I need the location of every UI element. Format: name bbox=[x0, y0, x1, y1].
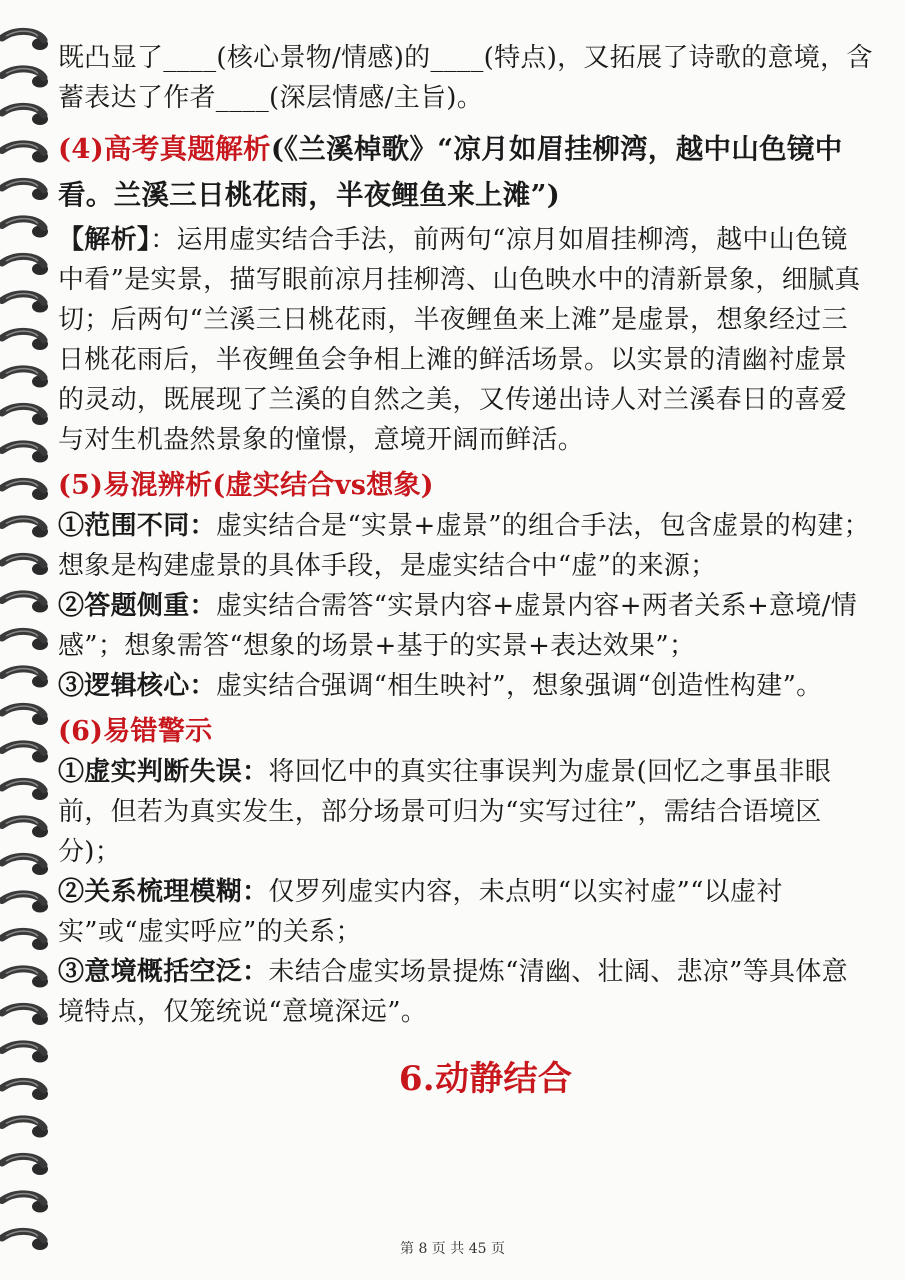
spiral-binding-ring-icon bbox=[2, 31, 48, 50]
document-page bbox=[58, 38, 873, 1104]
list-item bbox=[58, 586, 873, 666]
spiral-binding-ring-icon bbox=[2, 594, 48, 613]
spiral-binding-ring-icon bbox=[2, 1081, 48, 1100]
spiral-binding bbox=[0, 0, 62, 1280]
list-item bbox=[58, 506, 873, 586]
item-label: ③逻辑核心： bbox=[58, 671, 216, 701]
spiral-binding-ring-icon bbox=[2, 894, 48, 913]
spiral-binding-ring-icon bbox=[2, 444, 48, 463]
spiral-binding-ring-icon bbox=[2, 931, 48, 950]
spiral-binding-ring-icon bbox=[2, 669, 48, 688]
spiral-binding-ring-icon bbox=[2, 856, 48, 875]
item-label: ①虚实判断失误： bbox=[58, 757, 269, 787]
spiral-binding-ring-icon bbox=[2, 219, 48, 238]
spiral-binding-ring-icon bbox=[2, 1194, 48, 1213]
spiral-binding-ring-icon bbox=[2, 631, 48, 650]
spiral-binding-ring-icon bbox=[2, 369, 48, 388]
spiral-binding-ring-icon bbox=[2, 481, 48, 500]
item-label: ③意境概括空泛： bbox=[58, 957, 269, 987]
item-text: 仅罗列虚实内容，未点明“以实衬虚”“以虚衬实”或“虚实呼应”的关系； bbox=[58, 877, 783, 947]
spiral-binding-ring-icon bbox=[2, 744, 48, 763]
item-text: 将回忆中的真实往事误判为虚景(回忆之事虽非眼前，但若为真实发生，部分场景可归为“实写过往”，需结合语境区分)； bbox=[58, 757, 832, 867]
list-item bbox=[58, 666, 873, 706]
spiral-binding-ring-icon bbox=[2, 1156, 48, 1175]
list-item bbox=[58, 752, 873, 872]
section-4-heading-red: (4)高考真题解析 bbox=[58, 133, 271, 165]
spiral-binding-ring-icon bbox=[2, 1119, 48, 1138]
list-item bbox=[58, 872, 873, 952]
analysis-body: ：运用虚实结合手法，前两句“凉月如眉挂柳湾，越中山色镜中看”是实景，描写眼前凉月挂柳湾、山色映水中的清新景象，细腻真切；后两句“兰溪三日桃花雨，半夜鲤鱼来上滩”是虚景，想象经过三日桃花雨后，半夜鲤鱼会争相上滩的鲜活场景。以实景的清幽衬虚景的灵动，既展现了兰溪的自然之美，又传递出诗人对兰溪春日的喜爱与对生机盎然景象的憧憬，意境开阔而鲜活。 bbox=[58, 225, 861, 455]
intro-paragraph: 既凸显了____(核心景物/情感)的____(特点)，又拓展了诗歌的意境，含蓄表达了作者____(深层情感/主旨)。 bbox=[58, 43, 873, 113]
spiral-binding-ring-icon bbox=[2, 819, 48, 838]
spiral-binding-ring-icon bbox=[2, 406, 48, 425]
section-6-heading: (6)易错警示 bbox=[58, 716, 213, 747]
spiral-binding-ring-icon bbox=[2, 144, 48, 163]
spiral-binding-ring-icon bbox=[2, 106, 48, 125]
spiral-binding-ring-icon bbox=[2, 294, 48, 313]
analysis-label: 【解析】 bbox=[58, 225, 151, 255]
section-4-heading bbox=[58, 126, 873, 218]
spiral-binding-ring-icon bbox=[2, 781, 48, 800]
item-text: 虚实结合需答“实景内容+虚景内容+两者关系+意境/情感”；想象需答“想象的场景+基于的实景+表达效果”； bbox=[58, 591, 858, 661]
spiral-binding-ring-icon bbox=[2, 556, 48, 575]
spiral-binding-ring-icon bbox=[2, 969, 48, 988]
section-5-list bbox=[58, 506, 873, 706]
section-6-list bbox=[58, 752, 873, 1032]
item-text: 虚实结合强调“相生映衬”，想象强调“创造性构建”。 bbox=[215, 671, 823, 701]
section-title: 6.动静结合 bbox=[398, 1059, 573, 1099]
page-footer: 第 8 页 共 45 页 bbox=[400, 1241, 505, 1257]
item-label: ②关系梳理模糊： bbox=[58, 877, 269, 907]
spiral-binding-ring-icon bbox=[2, 1044, 48, 1063]
section-5-heading: (5)易混辨析(虚实结合vs想象) bbox=[58, 470, 434, 501]
spiral-binding-ring-icon bbox=[2, 256, 48, 275]
spiral-binding-ring-icon bbox=[2, 331, 48, 350]
spiral-binding-ring-icon bbox=[2, 706, 48, 725]
item-text: 虚实结合是“实景+虚景”的组合手法，包含虚景的构建；想象是构建虚景的具体手段，是虚实结合中“虚”的来源； bbox=[58, 511, 870, 581]
item-label: ①范围不同： bbox=[58, 511, 216, 541]
section-4-heading-poem: (《兰溪棹歌》“凉月如眉挂柳湾，越中山色镜中看。兰溪三日桃花雨，半夜鲤鱼来上滩”) bbox=[58, 133, 843, 211]
spiral-binding-ring-icon bbox=[2, 181, 48, 200]
spiral-binding-ring-icon bbox=[2, 519, 48, 538]
spiral-binding-ring-icon bbox=[2, 1006, 48, 1025]
item-text: 未结合虚实场景提炼“清幽、壮阔、悲凉”等具体意境特点，仅笼统说“意境深远”。 bbox=[58, 957, 848, 1027]
list-item bbox=[58, 952, 873, 1032]
spiral-binding-ring-icon bbox=[2, 69, 48, 88]
item-label: ②答题侧重： bbox=[58, 591, 216, 621]
section-4-analysis bbox=[58, 220, 873, 460]
